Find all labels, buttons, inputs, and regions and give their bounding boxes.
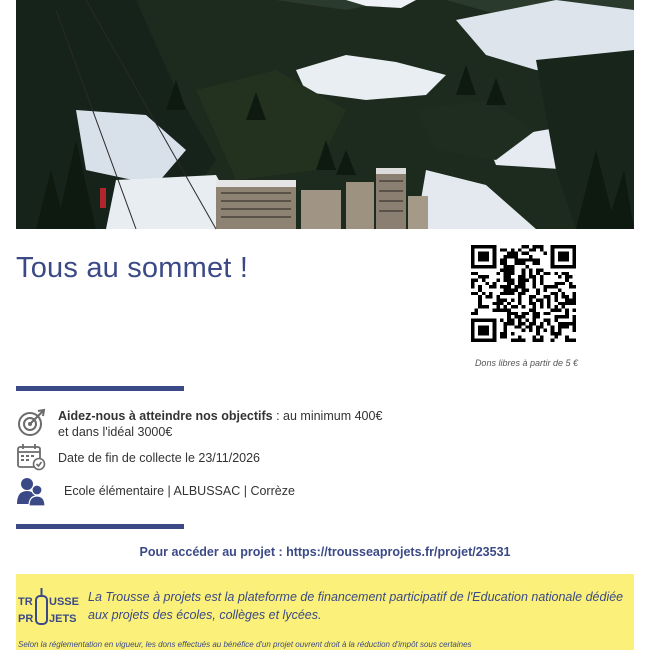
svg-text:JETS: JETS bbox=[49, 613, 77, 625]
objectives-rest: : au minimum 400€ bbox=[272, 409, 383, 423]
page-title: Tous au sommet ! bbox=[16, 252, 249, 284]
svg-text:TR: TR bbox=[18, 596, 33, 608]
objectives-bold: Aidez-nous à atteindre nos objectifs bbox=[58, 409, 273, 423]
objectives-text bbox=[58, 408, 382, 440]
project-link[interactable]: Pour accéder au projet : https://trousseaprojets.fr/projet/23531 bbox=[139, 545, 511, 559]
objectives-line2: et dans l'idéal 3000€ bbox=[58, 425, 173, 439]
svg-text:USSE: USSE bbox=[49, 596, 79, 608]
divider bbox=[16, 386, 184, 391]
hero-photo bbox=[16, 0, 634, 229]
target-icon bbox=[16, 408, 46, 438]
divider bbox=[16, 524, 184, 529]
legal-note: Selon la réglementation en vigueur, les dons effectués au bénéfice d'un projet ouvrent droit à la réduction d'impôt sous certaines bbox=[18, 640, 472, 649]
calendar-icon bbox=[16, 443, 46, 471]
trousse-logo bbox=[18, 588, 79, 626]
donation-note: Dons libres à partir de 5 € bbox=[474, 358, 578, 368]
info-band bbox=[16, 574, 634, 650]
people-icon bbox=[16, 476, 46, 506]
band-description: La Trousse à projets est la plateforme de financement participatif de l'Education nationale dédiée aux projets des écoles, collèges et lycées. bbox=[88, 590, 624, 622]
school-text: Ecole élémentaire | ALBUSSAC | Corrèze bbox=[64, 484, 295, 498]
deadline-text: Date de fin de collecte le 23/11/2026 bbox=[58, 451, 260, 465]
qr-code[interactable] bbox=[471, 245, 576, 342]
svg-text:PR: PR bbox=[18, 613, 34, 625]
